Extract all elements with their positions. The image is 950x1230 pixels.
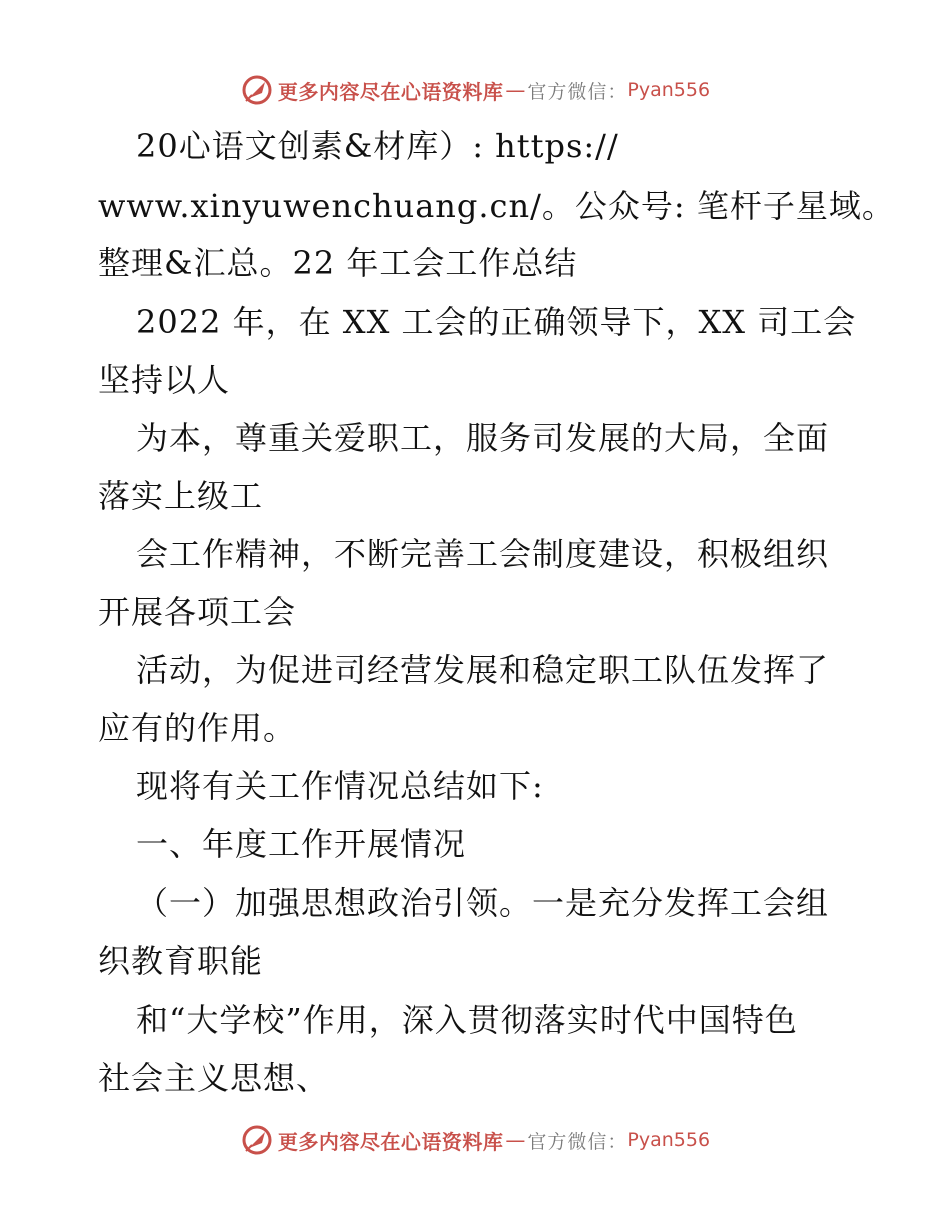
footer-watermark-banner xyxy=(0,1120,950,1160)
quill-logo-icon xyxy=(240,1123,274,1157)
doc-line: 应有的作用。 xyxy=(98,709,297,747)
doc-line: 整理&汇总。22 年工会工作总结 xyxy=(98,244,578,282)
doc-line: 坚持以人 xyxy=(98,361,231,399)
banner-main-text: 更多内容尽在心语资料库 xyxy=(277,1129,504,1154)
doc-line: 为本，尊重关爱职工，服务司发展的大局，全面 xyxy=(136,419,830,457)
banner-main-text: 更多内容尽在心语资料库 xyxy=(277,79,504,104)
doc-line: （一）加强思想政治引领。一是充分发挥工会组 xyxy=(136,884,830,922)
doc-line: 会工作精神，不断完善工会制度建设，积极组织 xyxy=(136,535,830,573)
doc-line: 和“大学校”作用，深入贯彻落实时代中国特色 xyxy=(136,1001,798,1039)
doc-line: 活动，为促进司经营发展和稳定职工队伍发挥了 xyxy=(136,651,830,689)
banner-wechat-id: Pyan556 xyxy=(627,79,711,101)
banner-dash: — xyxy=(505,78,526,102)
doc-line: 开展各项工会 xyxy=(98,593,297,631)
doc-line: 落实上级工 xyxy=(98,477,264,515)
banner-dash: — xyxy=(505,1128,526,1152)
banner-wechat-label: 官方微信： xyxy=(527,80,628,103)
doc-line: 现将有关工作情况总结如下: xyxy=(136,767,544,805)
doc-line: 20心语文创素&材库）: https:// xyxy=(136,127,619,165)
section-heading: 一、年度工作开展情况 xyxy=(136,825,467,863)
doc-line: 社会主义思想、 xyxy=(98,1059,330,1097)
doc-line: www.xinyuwenchuang.cn/。公众号: 笔杆子星域。 xyxy=(98,187,895,225)
header-watermark-banner xyxy=(0,70,950,110)
banner-wechat-id: Pyan556 xyxy=(627,1129,711,1151)
banner-wechat-label: 官方微信： xyxy=(527,1130,628,1153)
quill-logo-icon xyxy=(240,73,274,107)
doc-line: 2022 年，在 XX 工会的正确领导下，XX 司工会 xyxy=(136,303,857,341)
doc-line: 织教育职能 xyxy=(98,942,264,980)
